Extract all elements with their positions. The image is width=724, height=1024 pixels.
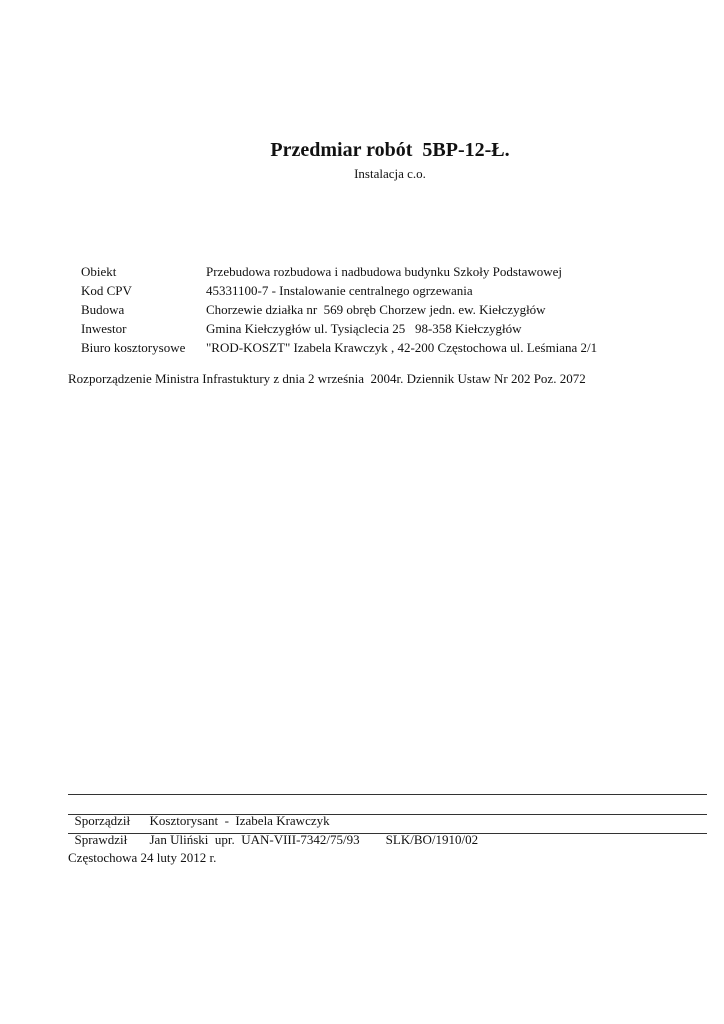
prepared-label: Sporządził xyxy=(74,813,131,828)
document-title: Przedmiar robót 5BP-12-Ł. xyxy=(270,139,510,161)
info-label: Biuro kosztorysowe xyxy=(81,340,186,355)
info-row-object xyxy=(68,243,597,279)
info-value: Chorzewie działka nr 569 obręb Chorzew jedn. ew. Kiełczygłów xyxy=(206,302,546,317)
info-value: Gmina Kiełczygłów ul. Tysiąclecia 25 98-358 Kiełczygłów xyxy=(206,321,522,336)
info-value: "ROD-KOSZT" Izabela Krawczyk , 42-200 Częstochowa ul. Leśmiana 2/1 xyxy=(206,340,598,355)
info-value: 45331100-7 - Instalowanie centralnego ogrzewania xyxy=(206,283,473,298)
footer-checked-row xyxy=(68,816,478,848)
project-info-table xyxy=(68,243,598,355)
document-subtitle: Instalacja c.o. xyxy=(354,166,426,181)
checked-value: Jan Uliński upr. UAN-VIII-7342/75/93 SLK/BO/1910/02 xyxy=(149,832,479,847)
info-label: Budowa xyxy=(81,302,125,317)
checked-label: Sprawdził xyxy=(74,832,128,847)
info-label: Inwestor xyxy=(81,321,127,336)
prepared-value: Kosztorysant - Izabela Krawczyk xyxy=(149,813,330,828)
regulation-reference: Rozporządzenie Ministra Infrastuktury z dnia 2 września 2004r. Dziennik Ustaw Nr 202 Poz. 2072 xyxy=(68,371,586,386)
place-and-date: Częstochowa 24 luty 2012 r. xyxy=(68,850,217,865)
info-label: Kod CPV xyxy=(81,283,132,298)
footer-divider-top xyxy=(68,794,707,795)
footer-divider-bottom xyxy=(68,833,707,834)
info-value: Przebudowa rozbudowa i nadbudowa budynku Szkoły Podstawowej xyxy=(206,264,562,279)
footer-divider-middle xyxy=(68,814,707,815)
info-label: Obiekt xyxy=(81,264,117,279)
